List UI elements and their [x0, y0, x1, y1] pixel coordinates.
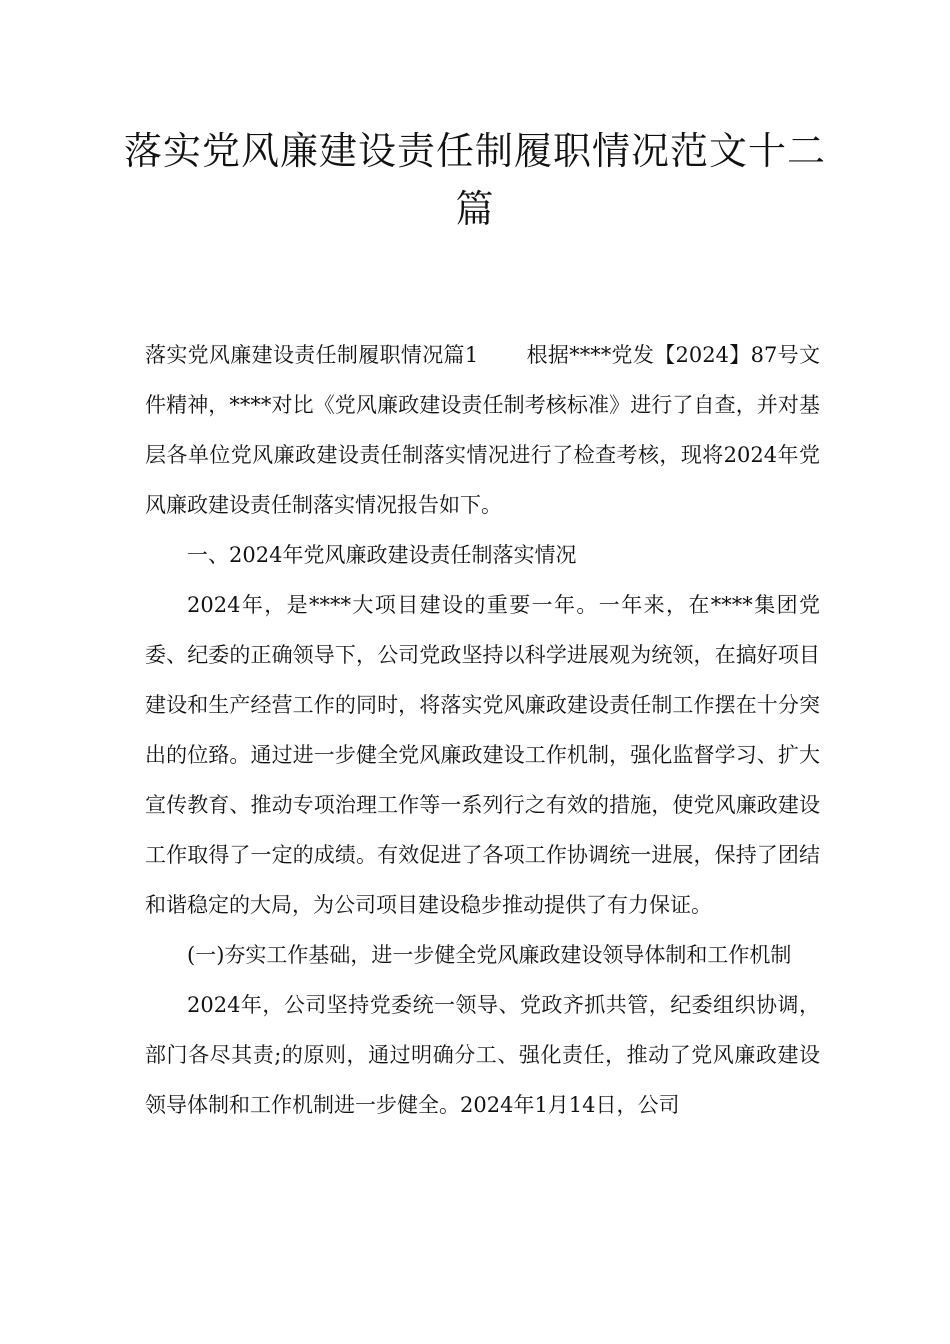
paragraph-1	[145, 330, 820, 530]
document-title: 落实党风廉建设责任制履职情况范文十二篇	[123, 129, 826, 231]
paragraph-4: (一)夯实工作基础，进一步健全党风廉政建设领导体制和工作机制	[187, 943, 792, 967]
paragraph-3: 2024年，是****大项目建设的重要一年。一年来，在****集团党委、纪委的正确领导下，公司党政坚持以科学进展观为统领，在搞好项目建设和生产经营工作的同时，将落实党风廉政建设责任制工作摆在十分突出的位臵。通过进一步健全党风廉政建设工作机制，强化监督学习、扩大宣传教育、推动专项治理工作等一系列行之有效的措施，使党风廉政建设工作取得了一定的成绩。有效促进了各项工作协调统一进展，保持了团结和谐稳定的大局，为公司项目建设稳步推动提供了有力保证。	[145, 593, 820, 917]
paragraph-2: 一、2024年党风廉政建设责任制落实情况	[187, 543, 577, 567]
paragraph-1-text: 根据****党发【2024】87号文件精神，****对比《党风廉政建设责任制考核标准》进行了自查，并对基层各单位党风廉政建设责任制落实情况进行了检查考核，现将2024年党风廉政建设责任制落实情况报告如下。	[145, 343, 820, 517]
paragraph-5: 2024年，公司坚持党委统一领导、党政齐抓共管，纪委组织协调，部门各尽其责;的原则，通过明确分工、强化责任，推动了党风廉政建设领导体制和工作机制进一步健全。2024年1月14日，公司	[145, 993, 820, 1117]
document-body	[145, 330, 820, 1130]
section-heading: 落实党风廉建设责任制履职情况篇1	[145, 343, 479, 367]
